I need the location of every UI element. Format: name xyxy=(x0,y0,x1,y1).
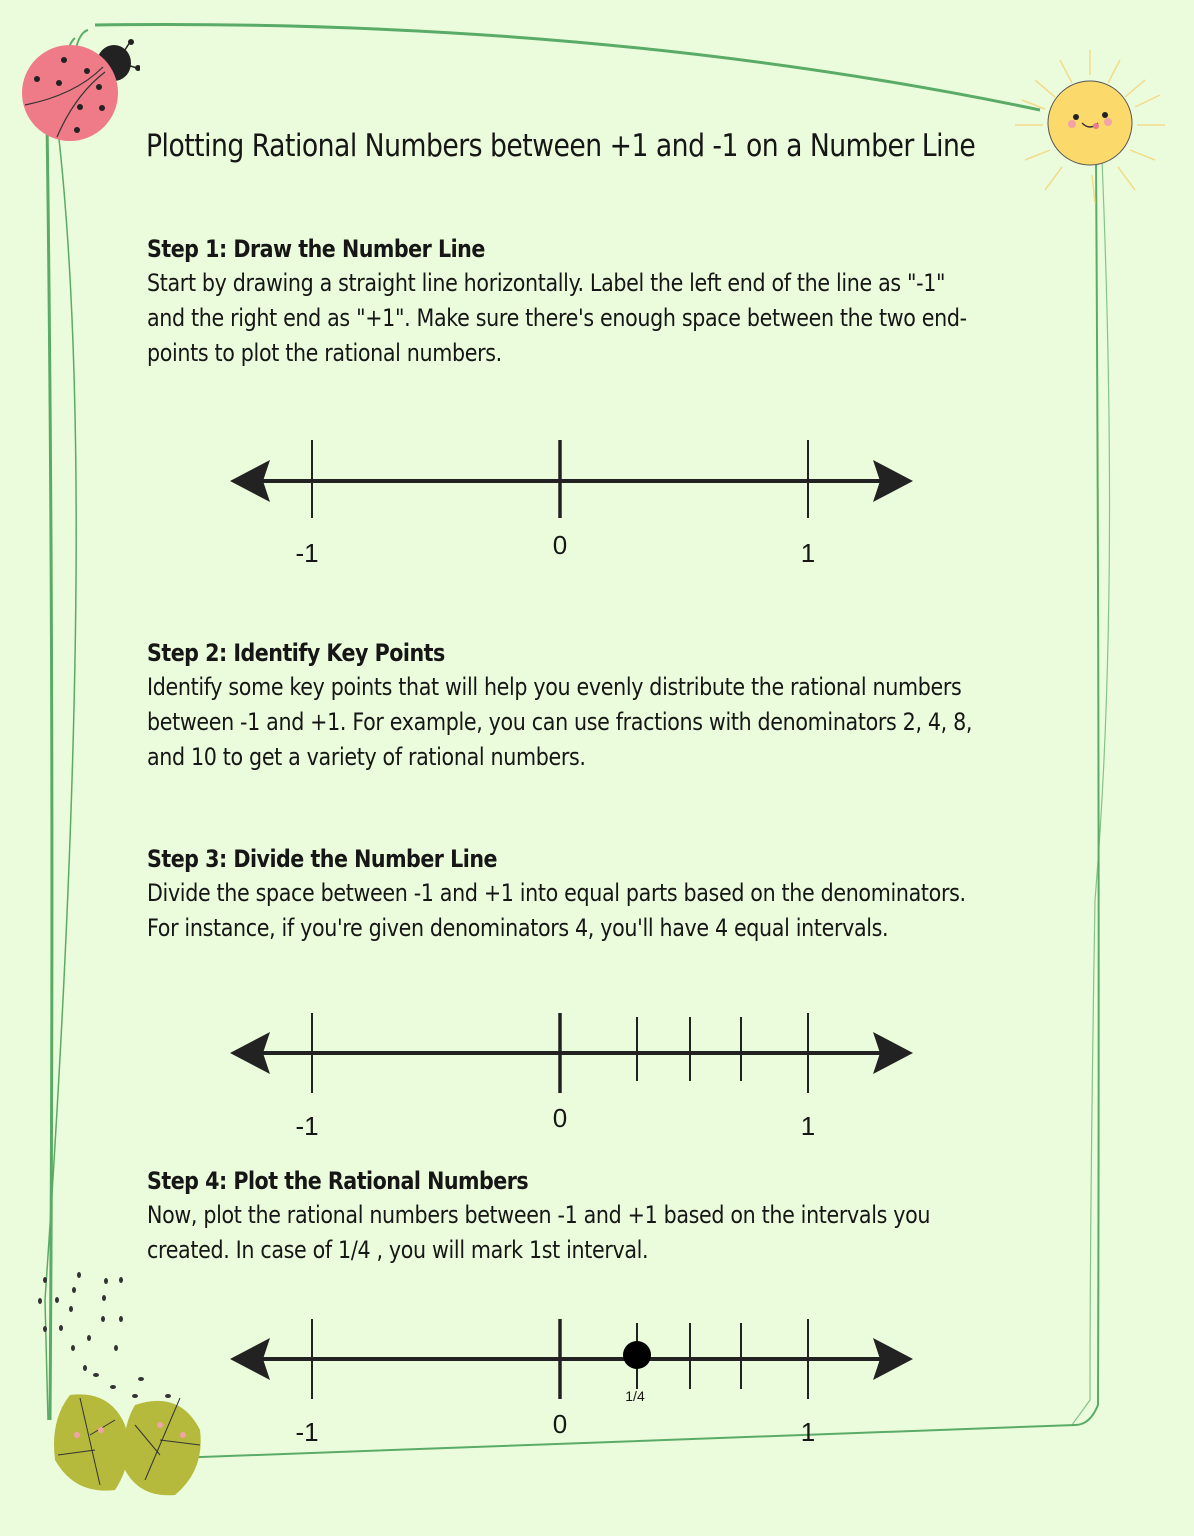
tick-label: 1 xyxy=(800,538,816,568)
step-text-line: between -1 and +1. For example, you can use fractions with denominators 2, 4, 8, xyxy=(147,708,973,736)
step-text-line: Divide the space between -1 and +1 into equal parts based on the denominators. xyxy=(147,879,966,907)
tick-label: 1 xyxy=(800,1417,816,1447)
sun-icon xyxy=(1010,45,1180,215)
step-heading: Step 3: Divide the Number Line xyxy=(147,845,497,873)
step-text-line: and the right end as "+1". Make sure there's enough space between the two end- xyxy=(147,304,967,332)
number-line-1 xyxy=(225,430,925,580)
step-heading: Step 4: Plot the Rational Numbers xyxy=(147,1167,529,1195)
step-3 xyxy=(147,842,1007,946)
step-4 xyxy=(147,1164,1007,1268)
step-2 xyxy=(147,636,1007,775)
tick-label: 1 xyxy=(800,1111,816,1141)
ladybug-icon xyxy=(15,35,140,145)
point-label: 1/4 xyxy=(625,1388,645,1404)
plotted-point xyxy=(623,1341,651,1369)
step-1 xyxy=(147,232,1007,371)
monstera-leaves-icon xyxy=(50,1390,210,1500)
number-line-axis xyxy=(225,1003,925,1093)
step-text-line: points to plot the rational numbers. xyxy=(147,339,502,367)
number-line-3 xyxy=(225,1307,925,1457)
tick-label: 0 xyxy=(552,1103,568,1133)
tick-label: -1 xyxy=(295,538,319,568)
step-text-line: For instance, if you're given denominators 4, you'll have 4 equal intervals. xyxy=(147,914,889,942)
step-heading: Step 2: Identify Key Points xyxy=(147,639,445,667)
step-text-line: Identify some key points that will help you evenly distribute the rational numbers xyxy=(147,673,962,701)
number-line-2 xyxy=(225,1003,925,1153)
tick-label: -1 xyxy=(295,1111,319,1141)
tick-label: 0 xyxy=(552,530,568,560)
step-text-line: Start by drawing a straight line horizontally. Label the left end of the line as "-1" xyxy=(147,269,946,297)
number-line-axis xyxy=(225,430,925,520)
step-text-line: and 10 to get a variety of rational numbers. xyxy=(147,743,586,771)
tick-label: 0 xyxy=(552,1409,568,1439)
step-text-line: Now, plot the rational numbers between -1 and +1 based on the intervals you xyxy=(147,1201,931,1229)
tick-label: -1 xyxy=(295,1417,319,1447)
page-title: Plotting Rational Numbers between +1 and -1 on a Number Line xyxy=(146,128,976,164)
step-text-line: created. In case of 1/4 , you will mark 1st interval. xyxy=(147,1236,649,1264)
number-line-axis xyxy=(225,1307,925,1399)
step-heading: Step 1: Draw the Number Line xyxy=(147,235,485,263)
